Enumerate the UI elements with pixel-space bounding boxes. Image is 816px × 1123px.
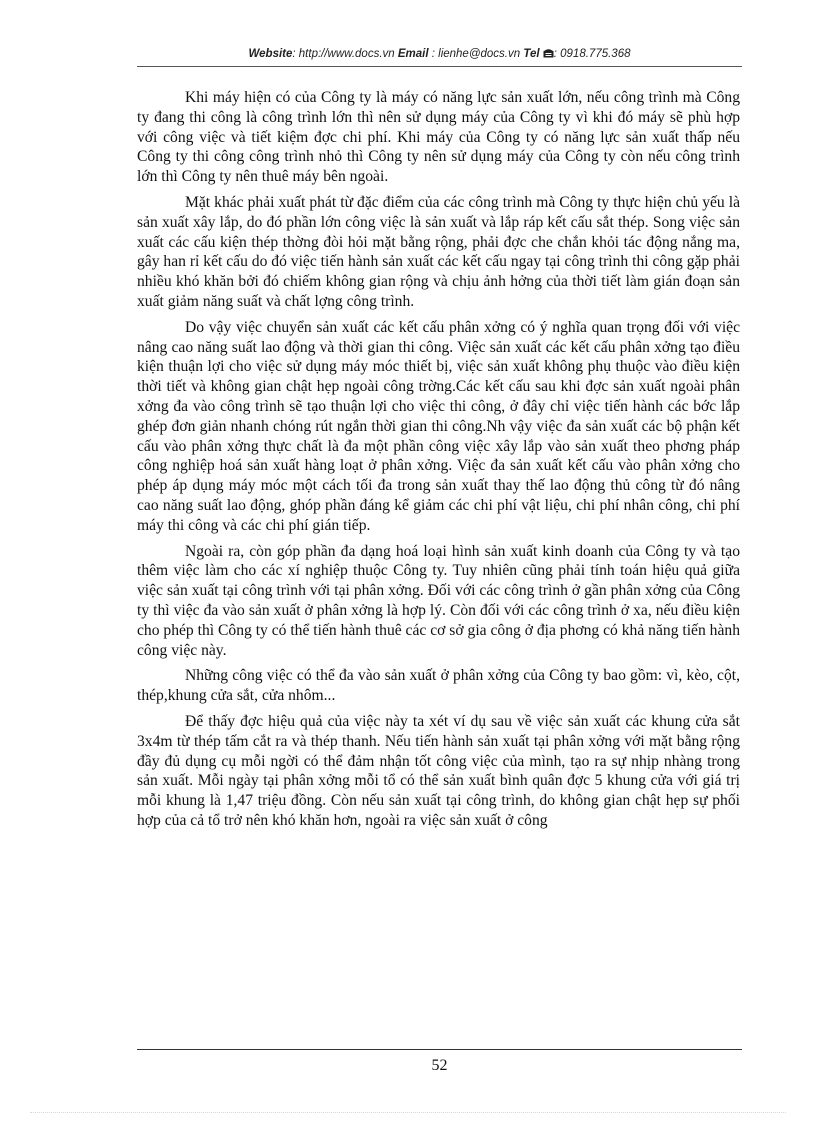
page-edge-dotted-line [30, 1112, 786, 1113]
tel-label: Tel [523, 48, 540, 60]
paragraph: Những công việc có thể đa vào sản xuất ở phân xởng của Công ty bao gồm: vì, kèo, cột, thép,khung cửa sắt, cửa nhôm... [137, 667, 740, 705]
footer-divider [137, 1049, 742, 1050]
email-value: : lienhe@docs.vn [431, 48, 521, 60]
document-body [137, 88, 740, 837]
website-label: Website [248, 48, 293, 60]
website-value: : http://www.docs.vn [292, 48, 395, 60]
tel-value: : 0918.775.368 [553, 48, 631, 60]
paragraph: Khi máy hiện có của Công ty là máy có năng lực sản xuất lớn, nếu công trình mà Công ty đang thi công là công trình lớn thì nên sử dụng máy của Công ty vì khi đó máy sẽ phù hợp với công việc và tiết kiệm đợc chi phí. Khi máy của Công ty có năng lực sản xuất thấp nếu Công ty thi công công trình nhỏ thì Công ty nên sử dụng máy của Công ty còn nếu công trình lớn thì Công ty nên thuê máy bên ngoài. [137, 89, 740, 186]
header-divider [137, 66, 742, 67]
page-number: 52 [431, 1057, 448, 1074]
paragraph: Ngoài ra, còn góp phần đa dạng hoá loại hình sản xuất kinh doanh của Công ty và tạo thêm việc làm cho các xí nghiệp thuộc Công ty. Tuy nhiên cũng phải tính toán hiệu quả giữa việc sản xuất tại công trình với tại phân xởng. Đối với các công trình ở gần phân xởng của Công ty thì việc đa vào sản xuất ở phân xởng là hợp lý. Còn đối với các công trình ở xa, nếu điều kiện cho phép thì Công ty có thể tiến hành thuê các cơ sở gia công ở địa phơng có khả năng tiến hành công việc này. [137, 542, 740, 659]
phone-icon [543, 48, 554, 61]
paragraph: Do vậy việc chuyển sản xuất các kết cấu phân xởng có ý nghĩa quan trọng đối với việc nâng cao năng suất lao động và thời gian thi công. Việc sản xuất các kết cấu phân xởng tạo điều kiện thuận lợi cho việc sử dụng máy móc thiết bị, việc sản xuất không phụ thuộc vào điều kiện thời tiết và không gian chật hẹp ngoài công trờng.Các kết cấu sau khi đợc sản xuất ngoài phân xởng đa vào công trình sẽ tạo thuận lợi cho việc thi công, ở đây chỉ việc tiến hành các bớc lắp ghép đơn giản nhanh chóng rút ngắn thời gian thi công.Nh vậy việc đa sản xuất các bộ phận kết cấu vào phân xởng thực chất là đa một phần công việc xây lắp vào sản xuất theo phơng pháp công nghiệp hoá sản xuất hàng loạt ở phân xởng. Việc đa sản xuất kết cấu vào phân xởng cho phép áp dụng máy móc một cách tối đa trong sản xuất thay thế lao động thủ công từ đó nâng cao năng suất lao động, ghóp phần đáng kể giảm các chi phí vật liệu, chi phí nhân công, chi phí máy thi công và các chi phí gián tiếp. [137, 318, 740, 534]
paragraph: Để thấy đợc hiệu quả của việc này ta xét ví dụ sau về việc sản xuất các khung cửa sắt 3x4m từ thép tấm cắt ra và thép thanh. Nếu tiến hành sản xuất tại phân xởng với mặt bằng rộng đầy đủ dụng cụ mỗi ngời có thể đảm nhận tốt công việc của mình, tạo ra sự nhịp nhàng trong sản xuất. Mỗi ngày tại phân xởng mỗi tổ có thể sản xuất bình quân đợc 5 khung cửa với giá trị mỗi khung là 1,47 triệu đồng. Còn nếu sản xuất tại công trình, do không gian chật hẹp sự phối hợp của cả tổ trở nên khó khăn hơn, ngoài ra việc sản xuất ở công [137, 712, 740, 829]
paragraph: Mặt khác phải xuất phát từ đặc điểm của các công trình mà Công ty thực hiện chủ yếu là sản xuất xây lắp, do đó phần lớn công việc là sản xuất và lắp ráp kết cấu sắt thép. Song việc sản xuất các cấu kiện thép thờng đòi hỏi mặt bằng rộng, phải đợc che chắn khỏi tác động nắng ma, gây han rỉ kết cấu do đó việc tiến hành sản xuất các kết cấu ngay tại công trình thi công gặp phải nhiều khó khăn bởi đó chiếm không gian rộng và chịu ảnh hởng của thời tiết làm gián đoạn sản xuất giảm năng suất và chất lợng công trình. [137, 193, 740, 310]
page-header [137, 48, 742, 61]
email-label: Email [397, 48, 429, 60]
